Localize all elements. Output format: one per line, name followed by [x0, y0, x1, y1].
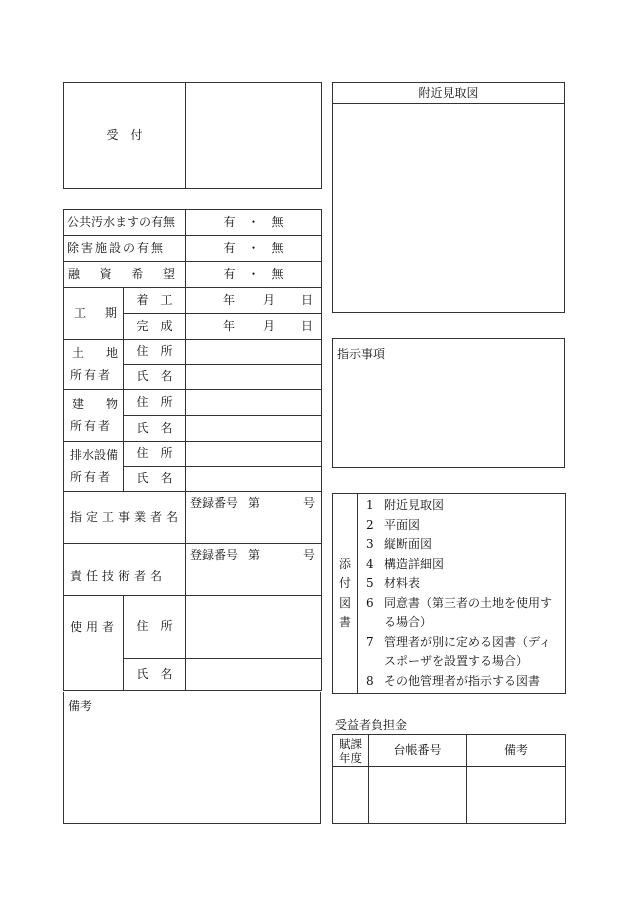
period-start-date[interactable]: [186, 288, 322, 314]
reception-label: 受 付: [64, 83, 186, 189]
building-owner-label-bottom: 所有者: [70, 418, 113, 433]
beneficiary-col-year: 賦課 年度: [333, 735, 369, 767]
land-owner-label-bottom: 所有者: [70, 367, 113, 382]
drain-owner-name-label: 氏 名: [124, 467, 186, 492]
contractor-label: 指定工事業者名: [64, 492, 186, 544]
user-name-field[interactable]: [186, 659, 322, 691]
date-year: 年: [223, 318, 236, 333]
drain-owner-address-field[interactable]: [186, 442, 322, 467]
attachments-label: [333, 494, 358, 694]
row-sewer: [64, 210, 322, 236]
drain-owner-label-top: 排水設備: [70, 447, 119, 462]
building-owner-address-field[interactable]: [186, 390, 322, 416]
building-owner-name-field[interactable]: [186, 416, 322, 442]
reception-box: [63, 82, 322, 189]
land-owner-address-label: 住 所: [124, 340, 186, 365]
remarks-box[interactable]: [63, 692, 321, 824]
period-end-label: 完 成: [124, 314, 186, 340]
attachment-item-continued: スポーザを設置する場合）: [384, 654, 529, 668]
period-char-2: 期: [104, 305, 117, 320]
attachments-list: [358, 494, 566, 694]
engineer-reg-suffix: 号: [303, 548, 316, 562]
row-engineer: [64, 544, 322, 596]
beneficiary-remarks-field[interactable]: [467, 767, 566, 824]
contractor-reg-suffix: 号: [303, 496, 316, 510]
beneficiary-table: [332, 734, 566, 824]
land-owner-name-field[interactable]: [186, 365, 322, 390]
row-financing: [64, 262, 322, 288]
engineer-reg-no: 第: [248, 548, 261, 562]
user-address-field[interactable]: [186, 596, 322, 659]
building-owner-char-2: 物: [105, 396, 118, 411]
period-char-1: 工: [74, 305, 87, 320]
financing-choice[interactable]: 有 ・ 無: [186, 262, 322, 288]
reception-stamp-area[interactable]: [186, 83, 322, 189]
attachment-item: 3 縦断面図: [366, 537, 433, 551]
engineer-label: 責任技術者名: [64, 544, 186, 596]
attachments-char-1: 添: [338, 556, 351, 571]
application-items-table: [63, 209, 322, 691]
building-owner-name-label: 氏 名: [124, 416, 186, 442]
attachment-item: 7 管理者が別に定める図書（ディ: [366, 634, 552, 649]
row-user-address: [64, 596, 322, 659]
land-owner-label: [64, 340, 124, 390]
attachment-item-continued: る場合）: [384, 615, 433, 629]
row-removal-facility: [64, 236, 322, 262]
period-label: [64, 288, 124, 340]
beneficiary-col-remarks: 備考: [467, 735, 566, 767]
row-drain-owner-address: [64, 442, 322, 467]
financing-label: [64, 262, 186, 288]
beneficiary-year-field[interactable]: [333, 767, 369, 824]
beneficiary-ledger-field[interactable]: [369, 767, 467, 824]
attachment-item: 4 構造詳細図: [366, 556, 445, 571]
row-period-start: [64, 288, 322, 314]
contractor-reg-label: 登録番号: [190, 496, 239, 510]
land-owner-char-2: 地: [105, 345, 118, 360]
date-day: 日: [301, 318, 314, 333]
nearby-map-box[interactable]: [332, 82, 565, 313]
period-end-date[interactable]: [186, 314, 322, 340]
instructions-title: 指示事項: [337, 347, 386, 361]
beneficiary-col-ledger: 台帳番号: [369, 735, 467, 767]
land-owner-name-label: 氏 名: [124, 365, 186, 390]
date-year: 年: [223, 292, 236, 307]
period-start-label: 着 工: [124, 288, 186, 314]
financing-char-1: 融: [68, 266, 81, 281]
land-owner-char-1: 土: [72, 345, 85, 360]
user-label: 使用者: [64, 596, 124, 691]
building-owner-label: [64, 390, 124, 442]
user-name-label: 氏 名: [124, 659, 186, 691]
instructions-box[interactable]: [332, 338, 565, 468]
beneficiary-title: 受益者負担金: [335, 718, 408, 732]
removal-choice[interactable]: 有 ・ 無: [186, 236, 322, 262]
engineer-reg-label: 登録番号: [190, 548, 239, 562]
financing-char-3: 希: [131, 266, 144, 281]
row-contractor: [64, 492, 322, 544]
drain-owner-label: [64, 442, 124, 492]
row-building-owner-address: [64, 390, 322, 416]
drain-owner-address-label: 住 所: [124, 442, 186, 467]
sewer-label: 公共汚水ますの有無: [64, 210, 186, 236]
attachment-item: 1 附近見取図: [366, 498, 445, 512]
row-land-owner-address: [64, 340, 322, 365]
removal-label: 除害施設の有無: [64, 236, 186, 262]
financing-char-4: 望: [162, 266, 175, 281]
remarks-label: 備考: [68, 699, 93, 713]
building-owner-char-1: 建: [72, 396, 85, 411]
attachment-item: 6 同意書（第三者の土地を使用す: [366, 595, 553, 610]
financing-char-2: 資: [99, 266, 112, 281]
land-owner-address-field[interactable]: [186, 340, 322, 365]
attachments-char-2: 付: [338, 576, 351, 590]
attachment-item: 2 平面図: [366, 517, 421, 532]
contractor-registration[interactable]: [186, 492, 322, 544]
attachments-table: [332, 493, 566, 694]
attachments-char-3: 図: [338, 595, 351, 610]
engineer-registration[interactable]: [186, 544, 322, 596]
drain-owner-name-field[interactable]: [186, 467, 322, 492]
user-address-label: 住 所: [124, 596, 186, 659]
nearby-map-title: 附近見取図: [333, 83, 564, 104]
drain-owner-label-bottom: 所有者: [70, 469, 113, 484]
sewer-choice[interactable]: 有 ・ 無: [186, 210, 322, 236]
attachment-item: 8 その他管理者が指示する図書: [366, 673, 541, 688]
date-month: 月: [263, 318, 276, 333]
attachments-char-4: 書: [338, 615, 351, 629]
building-owner-address-label: 住 所: [124, 390, 186, 416]
date-day: 日: [301, 292, 314, 307]
contractor-reg-no: 第: [248, 496, 261, 510]
attachment-item: 5 材料表: [366, 576, 421, 590]
date-month: 月: [263, 292, 276, 307]
